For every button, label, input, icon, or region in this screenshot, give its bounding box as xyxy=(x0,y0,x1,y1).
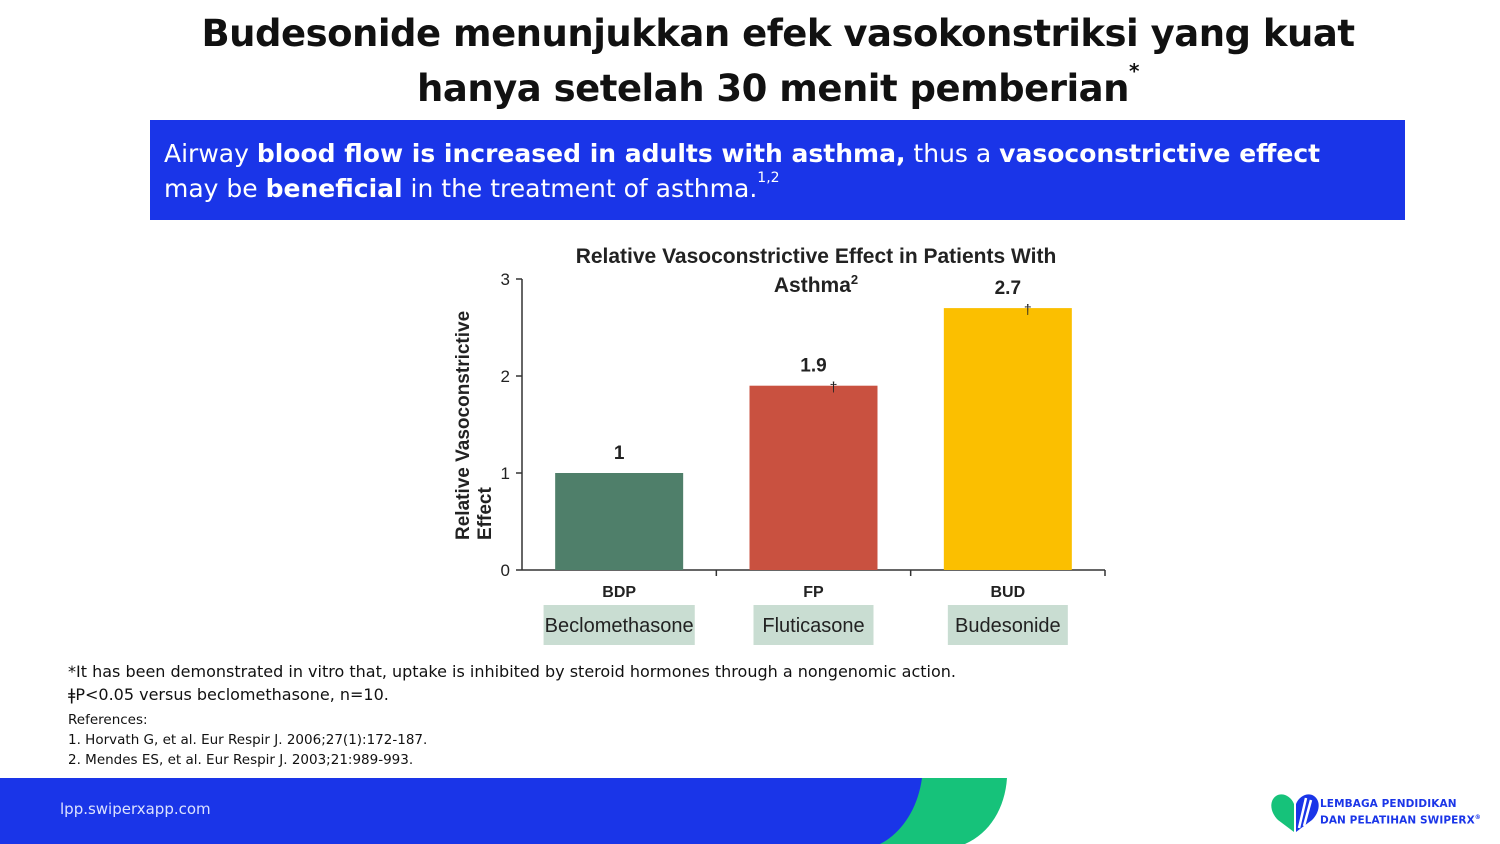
significance-marker: † xyxy=(1023,301,1032,318)
chart-title-line-2-text: Asthma xyxy=(773,274,851,297)
title-asterisk: * xyxy=(1128,59,1139,83)
bar-bdp xyxy=(555,473,683,570)
chart-bars xyxy=(555,278,1072,570)
x-tick-label: FP xyxy=(803,584,824,601)
footer-url[interactable]: lpp.swiperxapp.com xyxy=(60,800,211,818)
references-header: References: xyxy=(68,712,148,728)
banner-citation: 1,2 xyxy=(757,170,780,186)
chart-title-citation: 2 xyxy=(850,272,859,287)
bar-value-label: 2.7 xyxy=(994,278,1022,300)
logo-trademark: ® xyxy=(1474,814,1481,821)
bar-bud xyxy=(944,308,1072,570)
heart-logo-icon xyxy=(1271,794,1294,832)
drug-name-label: Beclomethasone xyxy=(544,615,694,637)
footnote-2: ǂP<0.05 versus beclomethasone, n=10. xyxy=(68,685,389,704)
logo-line-1: LEMBAGA PENDIDIKAN xyxy=(1320,798,1457,810)
key-message-banner xyxy=(150,120,1405,220)
banner-text: may be xyxy=(164,174,266,203)
reference-2: 2. Mendes ES, et al. Eur Respir J. 2003;21:989-993. xyxy=(68,752,414,768)
y-axis-label-line-1: Relative Vasoconstrictive xyxy=(453,310,474,540)
chart-title-line-1: Relative Vasoconstrictive Effect in Patients With xyxy=(575,245,1057,268)
y-tick-label: 3 xyxy=(500,270,510,289)
banner-line-2 xyxy=(164,171,1405,206)
footnotes xyxy=(68,660,956,770)
y-tick-label: 2 xyxy=(500,367,510,386)
slide-title xyxy=(120,6,1436,116)
logo-line-2 xyxy=(1320,811,1481,828)
bar-fp xyxy=(750,386,878,570)
banner-line-1 xyxy=(164,136,1405,171)
x-tick-label: BDP xyxy=(602,584,637,601)
significance-marker: † xyxy=(829,378,838,395)
title-line-1: Budesonide menunjukkan efek vasokonstriksi yang kuat xyxy=(201,12,1355,55)
banner-bold-text: beneficial xyxy=(265,174,403,203)
banner-text: in the treatment of asthma. xyxy=(402,174,758,203)
bar-value-label: 1 xyxy=(613,443,625,464)
logo-wordmark xyxy=(1320,797,1481,828)
y-axis-label xyxy=(453,311,496,540)
y-tick-label: 1 xyxy=(500,464,510,483)
banner-bold-text: vasoconstrictive effect xyxy=(999,139,1321,168)
reference-1: 1. Horvath G, et al. Eur Respir J. 2006;27(1):172-187. xyxy=(68,732,428,748)
drug-name-label: Fluticasone xyxy=(762,615,865,637)
bar-value-label: 1.9 xyxy=(800,355,827,377)
banner-bold-text: blood flow is increased in adults with asthma, xyxy=(256,139,906,168)
y-tick-label: 0 xyxy=(500,561,510,580)
drug-name-label: Budesonide xyxy=(955,615,1061,637)
banner-text: Airway xyxy=(164,139,257,168)
logo-line-2-text: DAN PELATIHAN SWIPERX xyxy=(1320,814,1475,827)
title-line-2-text: hanya setelah 30 menit pemberian xyxy=(417,67,1129,110)
title-line-2 xyxy=(120,61,1436,116)
x-tick-label: BUD xyxy=(990,584,1026,601)
bar-chart xyxy=(440,235,1120,655)
chart-title-line-2 xyxy=(774,272,858,297)
footnote-1: *It has been demonstrated in vitro that, uptake is inhibited by steroid hormones through a nongenomic action. xyxy=(68,662,956,681)
banner-text: thus a xyxy=(905,139,1000,168)
references xyxy=(68,710,956,770)
y-axis-label-line-2: Effect xyxy=(475,487,496,540)
